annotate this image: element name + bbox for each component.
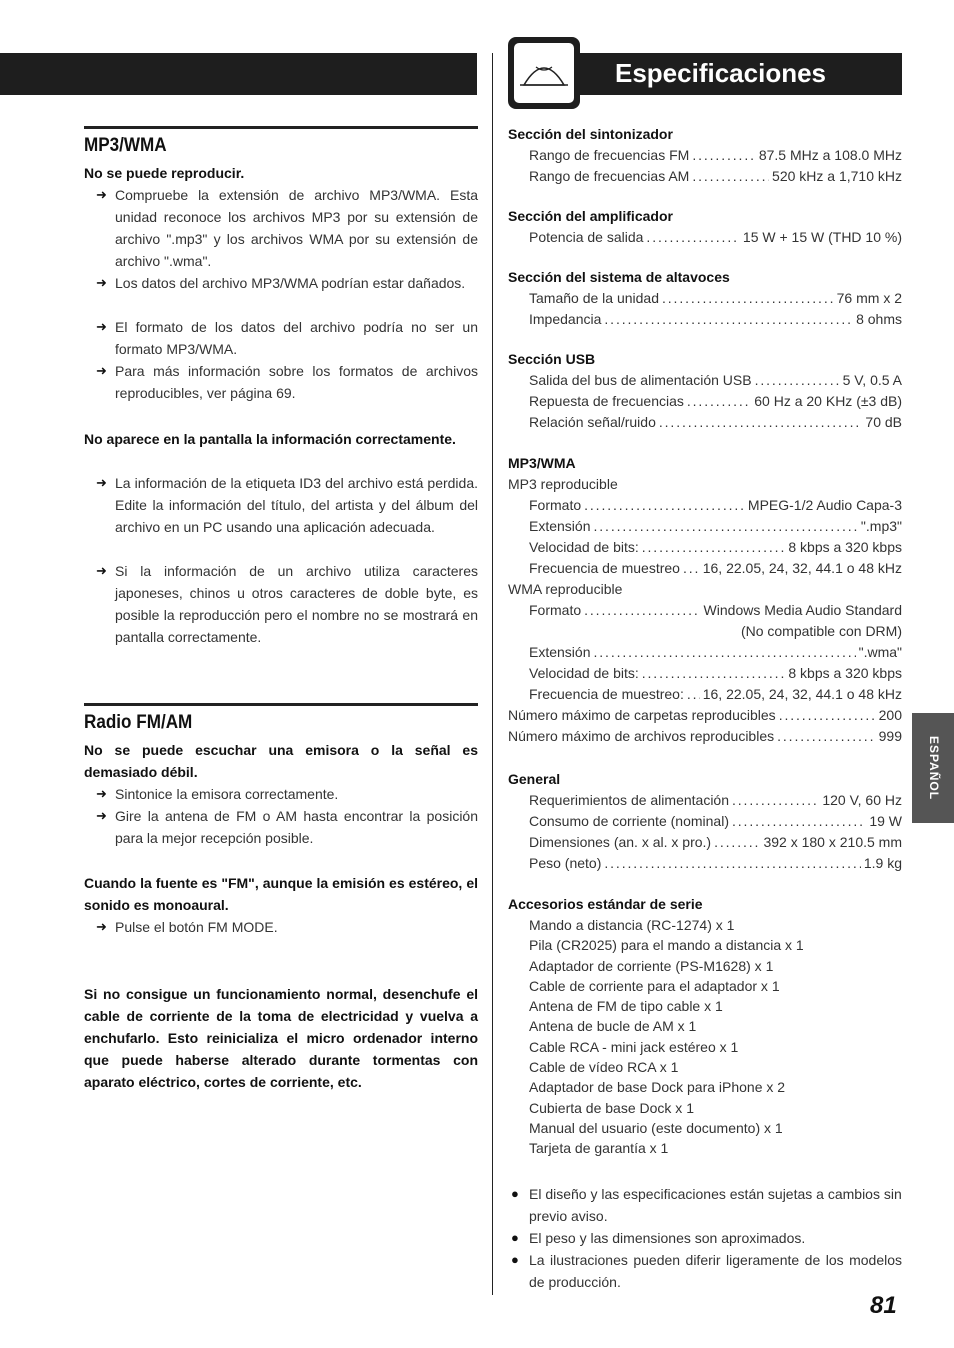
spec-row (508, 558, 902, 579)
spec-value: 87.5 MHz a 108.0 MHz (758, 147, 902, 163)
spec-notes (508, 1183, 902, 1293)
note-item (508, 1227, 902, 1249)
spec-subheading: WMA reproducible (508, 581, 623, 597)
spec-general (508, 769, 902, 874)
answer-list (84, 916, 478, 940)
spec-value: 999 (878, 728, 902, 744)
column-divider (492, 53, 493, 1295)
section-icon-box (508, 37, 580, 109)
spec-mp3wma (508, 453, 902, 747)
spec-row (508, 726, 902, 747)
arrow-right-icon: ➜ (96, 475, 107, 490)
spec-heading: Sección del amplificador (508, 208, 673, 224)
spec-value: 15 W + 15 W (THD 10 %) (742, 229, 902, 245)
answer-item: Compruebe la extensión de archivo MP3/WMA. Esta unidad reconoce los archivos MP3 por su extensión de archivo ".mp3" y los archivos WMA por su extensión de archivo ".wma". (115, 187, 478, 269)
spec-tuner (508, 124, 902, 187)
spec-label: Velocidad de bits: (529, 665, 639, 681)
accessory-item: Adaptador de corriente (PS-M1628) x 1 (529, 957, 774, 974)
spec-value: 16, 22.05, 24, 32, 44.1 o 48 kHz (702, 560, 902, 576)
arrow-right-icon: ➜ (96, 187, 107, 202)
radio-section (84, 703, 478, 734)
arrow-right-icon: ➜ (96, 363, 107, 378)
spec-value: 16, 22.05, 24, 32, 44.1 o 48 kHz (702, 686, 902, 702)
spec-label: Extensión (529, 518, 591, 534)
spec-value: 1.9 kg (863, 855, 902, 871)
answer-item: Para más información sobre los formatos de archivos reproducibles, ver página 69. (115, 363, 478, 401)
spec-row (508, 227, 902, 248)
spec-row (508, 853, 902, 874)
spec-value: 76 mm x 2 (836, 290, 902, 306)
spec-value: Windows Media Audio Standard (703, 602, 902, 618)
spec-label: Tamaño de la unidad (529, 290, 659, 306)
spec-value: ".wma" (858, 644, 902, 660)
arrow-right-icon: ➜ (96, 919, 107, 934)
spec-label: Potencia de salida (529, 229, 644, 245)
bullet-icon: ● (511, 1230, 519, 1245)
spec-row (508, 495, 902, 516)
spec-speakers (508, 267, 902, 330)
spec-label: Rango de frecuencias AM (529, 168, 690, 184)
answer-list (84, 472, 478, 652)
bullet-icon: ● (511, 1252, 519, 1267)
spec-label: Frecuencia de muestreo: (529, 686, 684, 702)
spec-accessories (508, 894, 902, 1159)
note-item (508, 1249, 902, 1293)
answer-item: Gire la antena de FM o AM hasta encontrar la posición para la mejor recepción posible. (115, 808, 478, 846)
spec-heading: Sección del sistema de altavoces (508, 269, 730, 285)
spec-row (508, 642, 902, 663)
spec-row (508, 145, 902, 166)
spec-usb (508, 349, 902, 433)
language-tab-label: ESPAÑOL (927, 735, 941, 801)
question-heading: Cuando la fuente es "FM", aunque la emisión es estéreo, el sonido es monoaural. (84, 875, 478, 913)
spec-row (508, 288, 902, 309)
spec-note: (No compatible con DRM) (740, 623, 902, 639)
bullet-icon: ● (511, 1186, 519, 1201)
spec-row (508, 811, 902, 832)
spec-row (508, 663, 902, 684)
accessory-item: Pila (CR2025) para el mando a distancia x 1 (529, 937, 804, 954)
page-number: 81 (870, 1292, 897, 1319)
spec-value: 8 kbps a 320 kbps (788, 665, 902, 681)
note-text: El diseño y las especificaciones están sujetas a cambios sin previo aviso. (529, 1186, 902, 1224)
spec-label: Formato (529, 497, 582, 513)
spec-label: Número máximo de archivos reproducibles (508, 728, 775, 744)
spec-value: 8 ohms (856, 311, 902, 327)
spec-row (508, 537, 902, 558)
accessory-item: Cubierta de base Dock x 1 (529, 1099, 694, 1116)
spec-row (508, 516, 902, 537)
question-heading: No aparece en la pantalla la información correctamente. (84, 431, 456, 447)
section-rule (84, 703, 478, 706)
spec-value: 392 x 180 x 210.5 mm (763, 834, 902, 850)
arrow-right-icon: ➜ (96, 563, 107, 578)
answer-item: La información de la etiqueta ID3 del archivo está perdida. Edite la información del título, del artista y del álbum del archivo en un PC usando una aplicación adecuada. (115, 475, 478, 535)
final-note: Si no consigue un funcionamiento normal, desenchufe el cable de corriente de la toma de electricidad y vuelva a enchufarlo. Esto reinicializa el micro ordenador interno que puede haberse alterado durante tormentas con aparato eléctrico, cortes de corriente, etc. (84, 986, 478, 1090)
spec-heading: Sección del sintonizador (508, 126, 673, 142)
section-rule (84, 126, 478, 129)
accessory-item: Cable de corriente para el adaptador x 1 (529, 977, 780, 994)
language-tab (912, 713, 954, 823)
spec-label: Número máximo de carpetas reproducibles (508, 707, 776, 723)
header-bar-left (0, 53, 477, 95)
spec-value: 120 V, 60 Hz (822, 792, 902, 808)
answer-list (84, 184, 478, 414)
spec-label: Velocidad de bits: (529, 539, 639, 555)
spec-label: Dimensiones (an. x al. x pro.) (529, 834, 712, 850)
spec-label: Impedancia (529, 311, 602, 327)
spec-subheading: MP3 reproducible (508, 476, 618, 492)
spec-row (508, 790, 902, 811)
arrow-right-icon: ➜ (96, 319, 107, 334)
answer-list (84, 783, 478, 853)
spec-label: Consumo de corriente (nominal) (529, 813, 729, 829)
spec-value: 70 dB (865, 414, 902, 430)
accessory-item: Tarjeta de garantía x 1 (529, 1140, 669, 1157)
accessory-item: Cable RCA - mini jack estéreo x 1 (529, 1038, 739, 1055)
spec-value: ".mp3" (860, 518, 902, 534)
spec-row (508, 600, 902, 621)
accessory-item: Antena de FM de tipo cable x 1 (529, 998, 723, 1015)
answer-item: Los datos del archivo MP3/WMA podrían estar dañados. (115, 275, 466, 291)
spec-row (508, 166, 902, 187)
answer-item: El formato de los datos del archivo podría no ser un formato MP3/WMA. (115, 319, 478, 357)
spec-heading: MP3/WMA (508, 455, 576, 471)
spec-row (508, 370, 902, 391)
spec-label: Repuesta de frecuencias (529, 393, 684, 409)
note-text: El peso y las dimensiones son aproximados. (529, 1230, 806, 1246)
spec-label: Extensión (529, 644, 591, 660)
question-heading: No se puede reproducir. (84, 165, 245, 181)
spec-heading: Sección USB (508, 351, 596, 367)
spec-heading: General (508, 771, 561, 787)
mp3-section (84, 126, 478, 157)
spec-value: 200 (878, 707, 902, 723)
spec-label: Requerimientos de alimentación (529, 792, 729, 808)
section-title: MP3/WMA (84, 135, 167, 156)
spec-heading: Accesorios estándar de serie (508, 896, 703, 912)
spec-value: 8 kbps a 320 kbps (788, 539, 902, 555)
spec-label: Relación señal/ruido (529, 414, 656, 430)
spec-label: Peso (neto) (529, 855, 602, 871)
spec-value: 520 kHz a 1,710 kHz (772, 168, 902, 184)
spec-row (508, 412, 902, 433)
spec-row (508, 684, 902, 705)
dome-device-icon (514, 43, 574, 103)
accessory-item: Antena de bucle de AM x 1 (529, 1018, 697, 1035)
page-title: Especificaciones (615, 58, 826, 88)
spec-value: MPEG-1/2 Audio Capa-3 (747, 497, 902, 513)
arrow-right-icon: ➜ (96, 786, 107, 801)
spec-value: 5 V, 0.5 A (842, 372, 902, 388)
spec-row (508, 391, 902, 412)
arrow-right-icon: ➜ (96, 808, 107, 823)
accessory-item: Mando a distancia (RC-1274) x 1 (529, 917, 735, 933)
spec-row (508, 309, 902, 330)
answer-item: Pulse el botón FM MODE. (115, 919, 278, 935)
accessory-item: Cable de vídeo RCA x 1 (529, 1059, 679, 1076)
spec-label: Salida del bus de alimentación USB (529, 372, 752, 388)
note-item (508, 1183, 902, 1227)
arrow-right-icon: ➜ (96, 275, 107, 290)
spec-label: Formato (529, 602, 582, 618)
accessory-item: Adaptador de base Dock para iPhone x 2 (529, 1079, 786, 1096)
spec-value: 60 Hz a 20 KHz (±3 dB) (754, 393, 902, 409)
spec-row (508, 832, 902, 853)
note-text: La ilustraciones pueden diferir ligeramente de los modelos de producción. (529, 1252, 902, 1290)
spec-label: Frecuencia de muestreo (529, 560, 680, 576)
spec-label: Rango de frecuencias FM (529, 147, 690, 163)
accessory-item: Manual del usuario (este documento) x 1 (529, 1119, 783, 1136)
spec-amp (508, 206, 902, 248)
spec-value: 19 W (869, 813, 902, 829)
question-heading: No se puede escuchar una emisora o la señal es demasiado débil. (84, 742, 478, 780)
answer-item: Sintonice la emisora correctamente. (115, 786, 339, 802)
answer-item: Si la información de un archivo utiliza caracteres japoneses, chinos u otros caracteres de doble byte, es posible la reproducción pero el nombre no se mostrará en pantalla correctamente. (115, 563, 478, 645)
section-title: Radio FM/AM (84, 712, 193, 733)
spec-row (508, 705, 902, 726)
